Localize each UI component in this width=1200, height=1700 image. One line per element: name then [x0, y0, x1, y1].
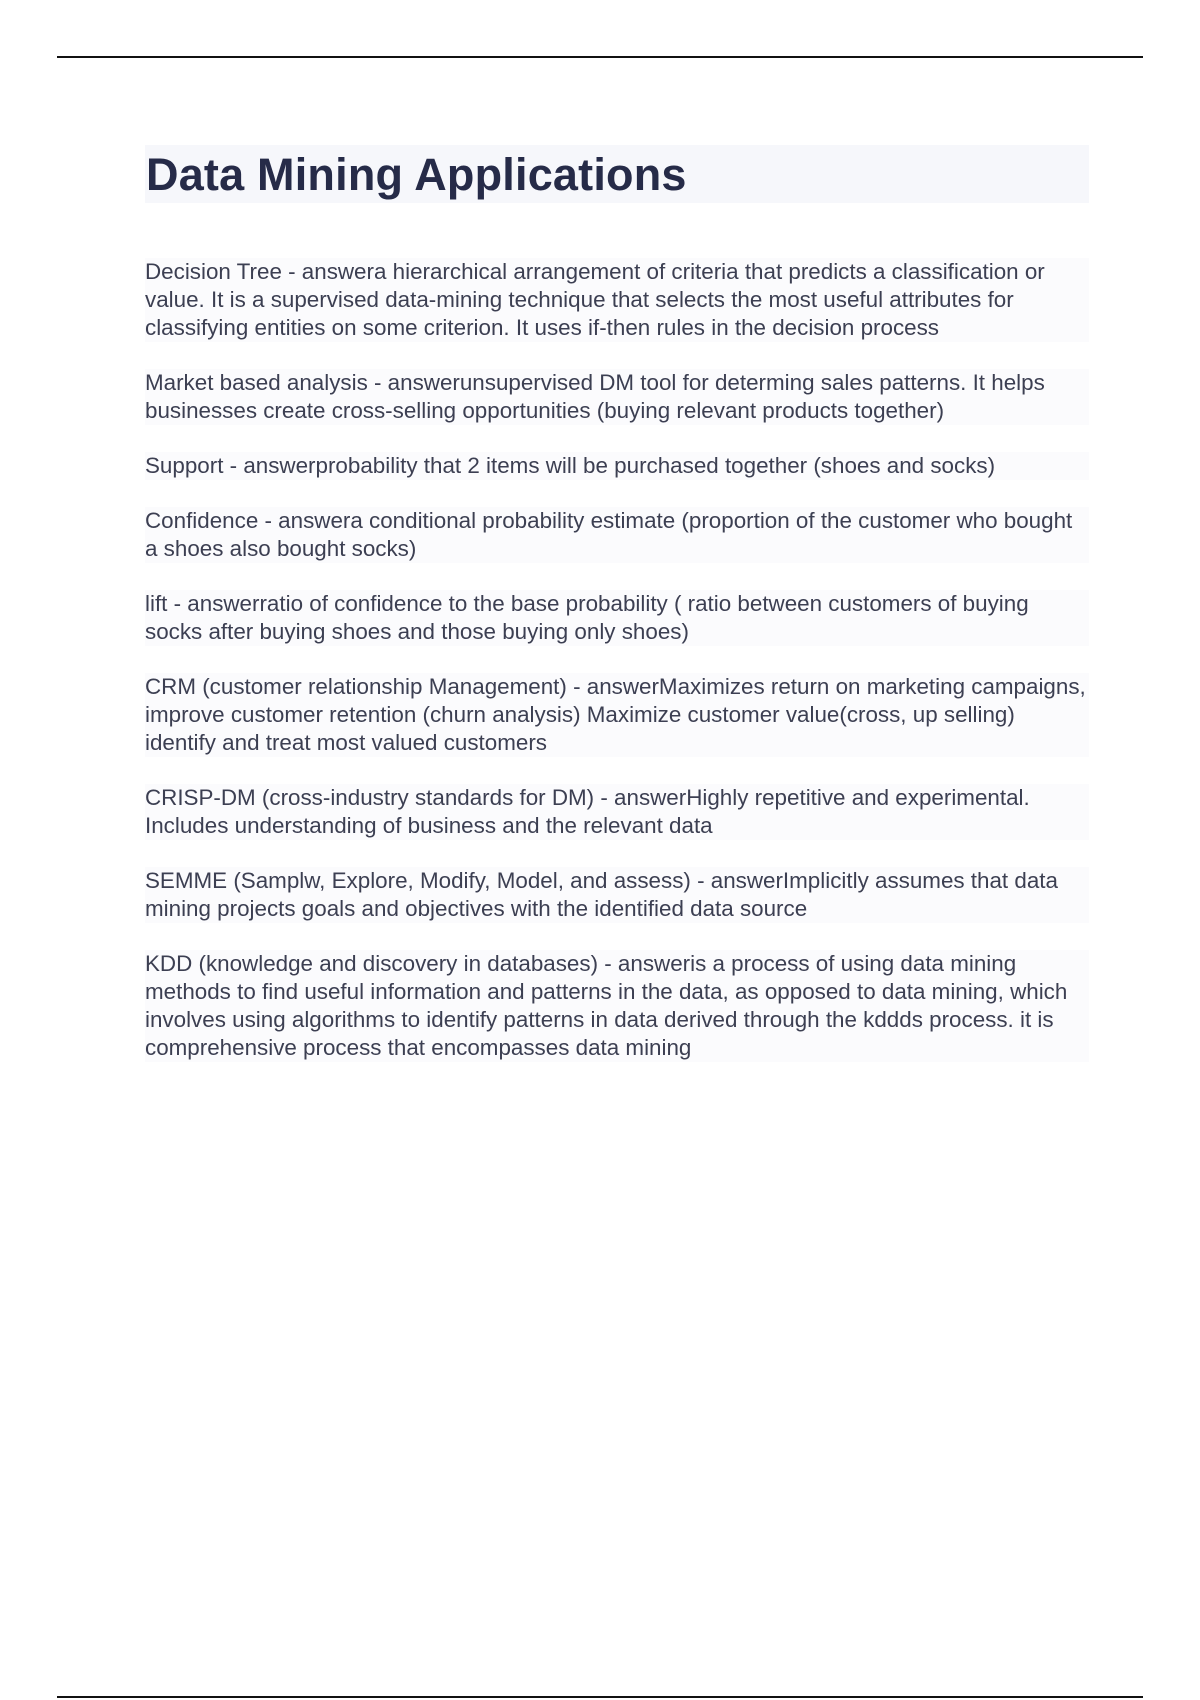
document-content: [145, 145, 1089, 1089]
entry-semme: SEMME (Samplw, Explore, Modify, Model, and assess) - answerImplicitly assumes that data mining projects goals and objectives with the identified data source: [145, 867, 1089, 923]
entry-confidence: Confidence - answera conditional probability estimate (proportion of the customer who bought a shoes also bought socks): [145, 507, 1089, 563]
entry-kdd: KDD (knowledge and discovery in databases) - answeris a process of using data mining methods to find useful information and patterns in the data, as opposed to data mining, which involves using algorithms to identify patterns in data derived through the kddds process. it is comprehensive process that encompasses data mining: [145, 950, 1089, 1062]
entry-market-based-analysis: Market based analysis - answerunsupervised DM tool for determing sales patterns. It helps businesses create cross-selling opportunities (buying relevant products together): [145, 369, 1089, 425]
title-banner: [145, 145, 1089, 203]
top-rule: [57, 56, 1143, 58]
entry-support: Support - answerprobability that 2 items will be purchased together (shoes and socks): [145, 452, 1089, 480]
entry-decision-tree: Decision Tree - answera hierarchical arrangement of criteria that predicts a classification or value. It is a supervised data-mining technique that selects the most useful attributes for classifying entities on some criterion. It uses if-then rules in the decision process: [145, 258, 1089, 342]
entry-list: [145, 258, 1089, 1062]
entry-crm: CRM (customer relationship Management) - answerMaximizes return on marketing campaigns, improve customer retention (churn analysis) Maximize customer value(cross, up selling) identify and treat most valued customers: [145, 673, 1089, 757]
entry-lift: lift - answerratio of confidence to the base probability ( ratio between customers of buying socks after buying shoes and those buying only shoes): [145, 590, 1089, 646]
entry-crisp-dm: CRISP-DM (cross-industry standards for DM) - answerHighly repetitive and experimental. Includes understanding of business and the relevant data: [145, 784, 1089, 840]
document-title: Data Mining Applications: [146, 148, 687, 200]
bottom-rule: [57, 1696, 1143, 1698]
